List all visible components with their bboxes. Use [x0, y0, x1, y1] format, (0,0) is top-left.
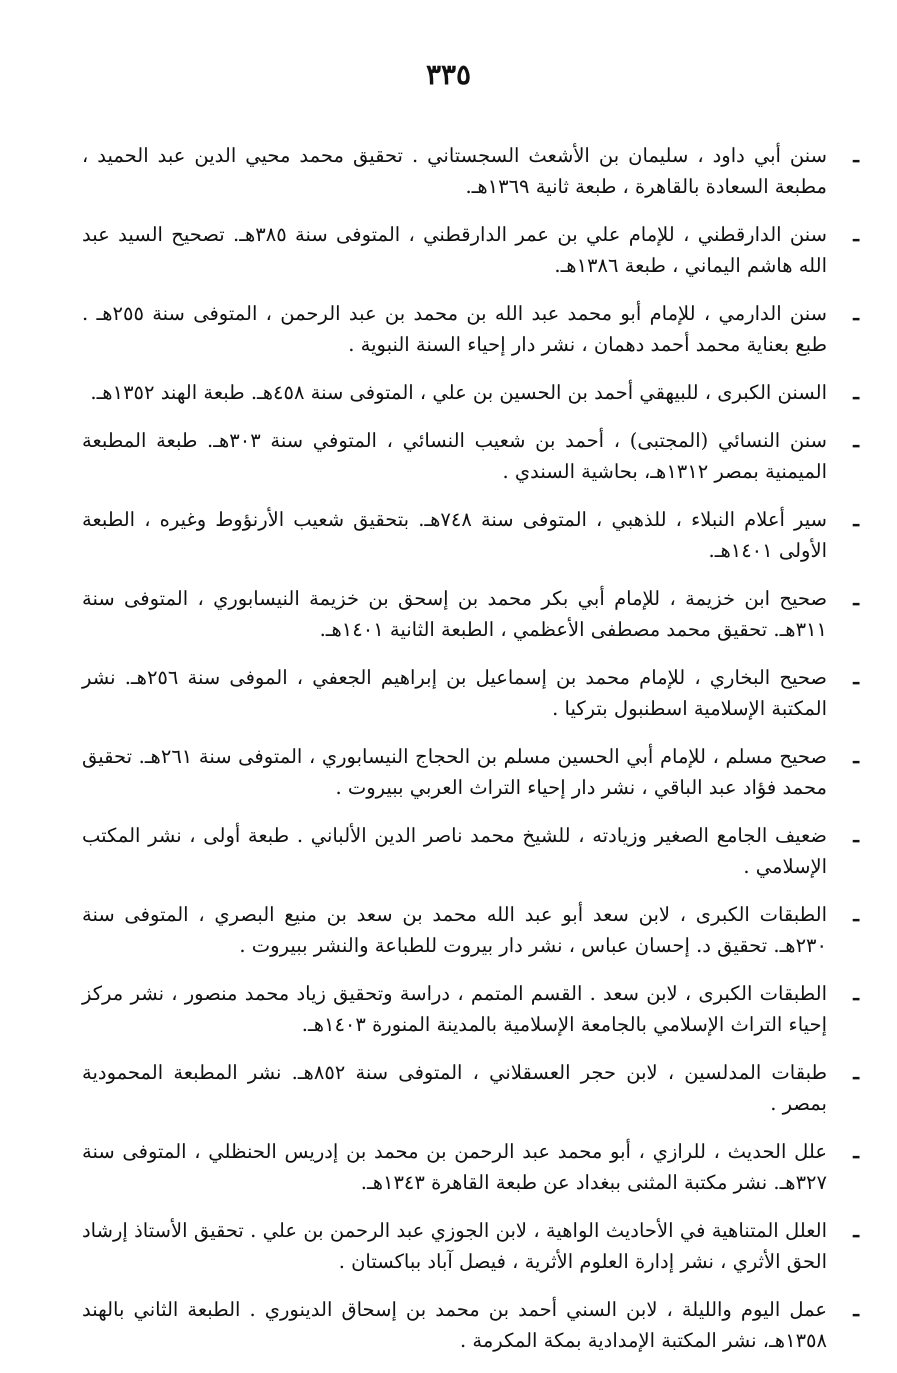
entry-text: سنن الدارقطني ، للإمام علي بن عمر الدارقطني ، المتوفى سنة ٣٨٥هـ. تصحيح السيد عبد الله هاشم اليماني ، طبعة ١٣٨٦هـ. [82, 223, 827, 277]
entry-text: ضعيف الجامع الصغير وزيادته ، للشيخ محمد ناصر الدين الألباني . طبعة أولى ، نشر المكتب الإسلامي . [82, 824, 827, 878]
bibliography-entry [82, 978, 859, 1040]
entry-dash: ـ [853, 144, 859, 167]
bibliography-entry [82, 741, 859, 803]
bibliography-entry [82, 425, 859, 487]
entry-text: صحيح ابن خزيمة ، للإمام أبي بكر محمد بن إسحق بن خزيمة النيسابوري ، المتوفى سنة ٣١١هـ. تحقيق محمد مصطفى الأعظمي ، الطبعة الثانية ١٤٠١هـ. [82, 587, 827, 641]
page-number: ٣٣٥ [425, 58, 472, 91]
entry-dash: ـ [853, 587, 859, 610]
entry-dash: ـ [853, 666, 859, 689]
bibliography-entry [82, 140, 859, 202]
bibliography-entry [82, 899, 859, 961]
entry-text: صحيح مسلم ، للإمام أبي الحسين مسلم بن الحجاج النيسابوري ، المتوفى سنة ٢٦١هـ. تحقيق محمد فؤاد عبد الباقي ، نشر دار إحياء التراث العربي ببيروت . [82, 745, 827, 799]
entry-dash: ـ [853, 1061, 859, 1084]
entry-text: سنن الدارمي ، للإمام أبو محمد عبد الله بن محمد بن عبد الرحمن ، المتوفى سنة ٢٥٥هـ . طبع بعناية محمد أحمد دهمان ، نشر دار إحياء السنة النبوية . [82, 302, 827, 356]
entry-dash: ـ [853, 429, 859, 452]
bibliography-entry [82, 1215, 859, 1277]
bibliography-entry [82, 1294, 859, 1356]
bibliography-entry [82, 662, 859, 724]
bibliography-entry [82, 377, 859, 408]
bibliography-entry [82, 219, 859, 281]
entry-text: علل الحديث ، للرازي ، أبو محمد عبد الرحمن بن محمد بن إدريس الحنظلي ، المتوفى سنة ٣٢٧هـ. نشر مكتبة المثنى ببغداد عن طبعة القاهرة ١٣٤٣هـ. [82, 1140, 827, 1194]
entry-text: الطبقات الكبرى ، لابن سعد أبو عبد الله محمد بن سعد بن منيع البصري ، المتوفى سنة ٢٣٠هـ. تحقيق د. إحسان عباس ، نشر دار بيروت للطباعة والنشر ببيروت . [82, 903, 827, 957]
bibliography-entry [82, 1136, 859, 1198]
bibliography-entry [82, 504, 859, 566]
entry-dash: ـ [853, 381, 859, 404]
bibliography-entry [82, 298, 859, 360]
entry-text: سنن أبي داود ، سليمان بن الأشعث السجستاني . تحقيق محمد محيي الدين عبد الحميد ، مطبعة السعادة بالقاهرة ، طبعة ثانية ١٣٦٩هـ. [82, 144, 827, 198]
entry-dash: ـ [853, 223, 859, 246]
entry-dash: ـ [853, 1140, 859, 1163]
entry-text: طبقات المدلسين ، لابن حجر العسقلاني ، المتوفى سنة ٨٥٢هـ. نشر المطبعة المحمودية بمصر . [82, 1061, 827, 1115]
bibliography-list [82, 140, 859, 1373]
entry-text: سير أعلام النبلاء ، للذهبي ، المتوفى سنة ٧٤٨هـ. بتحقيق شعيب الأرنؤوط وغيره ، الطبعة الأولى ١٤٠١هـ. [82, 508, 828, 562]
entry-dash: ـ [853, 982, 859, 1005]
bibliography-entry [82, 820, 859, 882]
entry-dash: ـ [853, 903, 859, 926]
entry-text: عمل اليوم والليلة ، لابن السني أحمد بن محمد بن إسحاق الدينوري . الطبعة الثاني بالهند ١٣٥٨هـ، نشر المكتبة الإمدادية بمكة المكرمة . [82, 1298, 827, 1352]
entry-dash: ـ [853, 745, 859, 768]
entry-dash: ـ [853, 824, 859, 847]
entry-dash: ـ [853, 1298, 859, 1321]
entry-text: العلل المتناهية في الأحاديث الواهية ، لابن الجوزي عبد الرحمن بن علي . تحقيق الأستاذ إرشاد الحق الأثري ، نشر إدارة العلوم الأثرية ، فيصل آباد بباكستان . [82, 1219, 827, 1273]
entry-text: صحيح البخاري ، للإمام محمد بن إسماعيل بن إبراهيم الجعفي ، الموفى سنة ٢٥٦هـ. نشر المكتبة الإسلامية اسطنبول بتركيا . [82, 666, 827, 720]
entry-dash: ـ [853, 302, 859, 325]
entry-text: سنن النسائي (المجتبى) ، أحمد بن شعيب النسائي ، المتوفي سنة ٣٠٣هـ. طبعة المطبعة الميمنية بمصر ١٣١٢هـ، بحاشية السندي . [82, 429, 827, 483]
entry-dash: ـ [853, 1219, 859, 1242]
bibliography-entry [82, 1057, 859, 1119]
entry-dash: ـ [853, 508, 859, 531]
entry-text: السنن الكبرى ، للبيهقي أحمد بن الحسين بن علي ، المتوفى سنة ٤٥٨هـ. طبعة الهند ١٣٥٢هـ. [90, 381, 827, 404]
bibliography-entry [82, 583, 859, 645]
entry-text: الطبقات الكبرى ، لابن سعد . القسم المتمم ، دراسة وتحقيق زياد محمد منصور ، نشر مركز إحياء التراث الإسلامي بالجامعة الإسلامية بالمدينة المنورة ١٤٠٣هـ. [82, 982, 827, 1036]
